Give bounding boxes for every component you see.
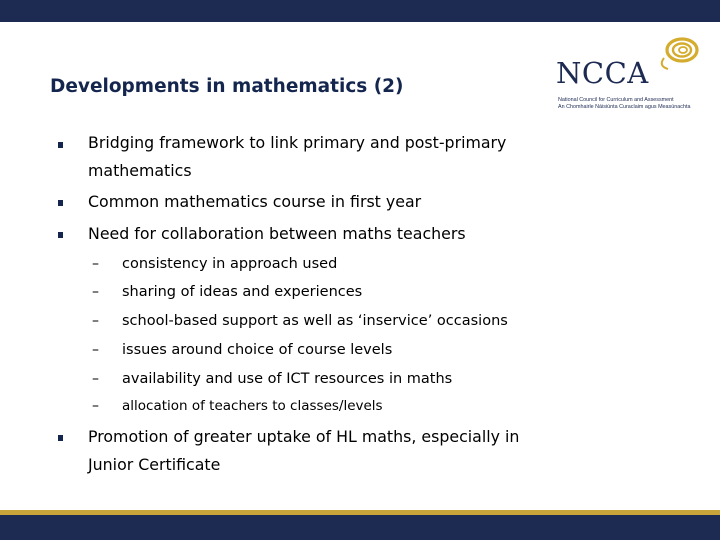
list-item-line: Bridging framework to link primary and post-primary <box>88 133 507 152</box>
dash-marker: – <box>92 284 99 300</box>
dash-marker: – <box>92 313 99 329</box>
list-item-line: Junior Certificate <box>88 455 221 474</box>
logo-wordmark: NCCA <box>556 56 649 90</box>
sub-list-item: issues around choice of course levels <box>122 342 393 358</box>
bullet-marker <box>58 435 66 443</box>
list-item <box>88 129 506 185</box>
dash-marker: – <box>92 398 99 414</box>
sub-list-item: sharing of ideas and experiences <box>122 284 363 300</box>
logo-subtitle-line1: National Council for Curriculum and Assessment <box>558 97 674 103</box>
bullet-marker <box>58 142 66 150</box>
list-item-line: Promotion of greater uptake of HL maths, especially in <box>88 427 520 446</box>
dash-marker: – <box>92 371 99 387</box>
dash-marker: – <box>92 342 99 358</box>
navy-stripe <box>0 515 720 540</box>
list-item-line: mathematics <box>88 161 192 180</box>
list-item <box>88 423 519 479</box>
dash-marker: – <box>92 256 99 272</box>
logo-subtitle-line2: An Chomhairle Náisiúnta Curaclaim agus Measúnachta <box>558 103 691 110</box>
sub-list-item: school-based support as well as ‘inservice’ occasions <box>122 313 508 329</box>
slide-title: Developments in mathematics (2) <box>50 76 404 97</box>
bottom-banner <box>0 510 720 540</box>
bullet-marker <box>58 232 66 240</box>
list-item: Common mathematics course in first year <box>88 192 422 211</box>
sub-list-item: consistency in approach used <box>122 256 338 272</box>
list-item: Need for collaboration between maths teachers <box>88 224 466 243</box>
sub-list-item: allocation of teachers to classes/levels <box>122 398 383 414</box>
bullet-marker <box>58 200 66 208</box>
sub-list-item: availability and use of ICT resources in maths <box>122 371 453 387</box>
